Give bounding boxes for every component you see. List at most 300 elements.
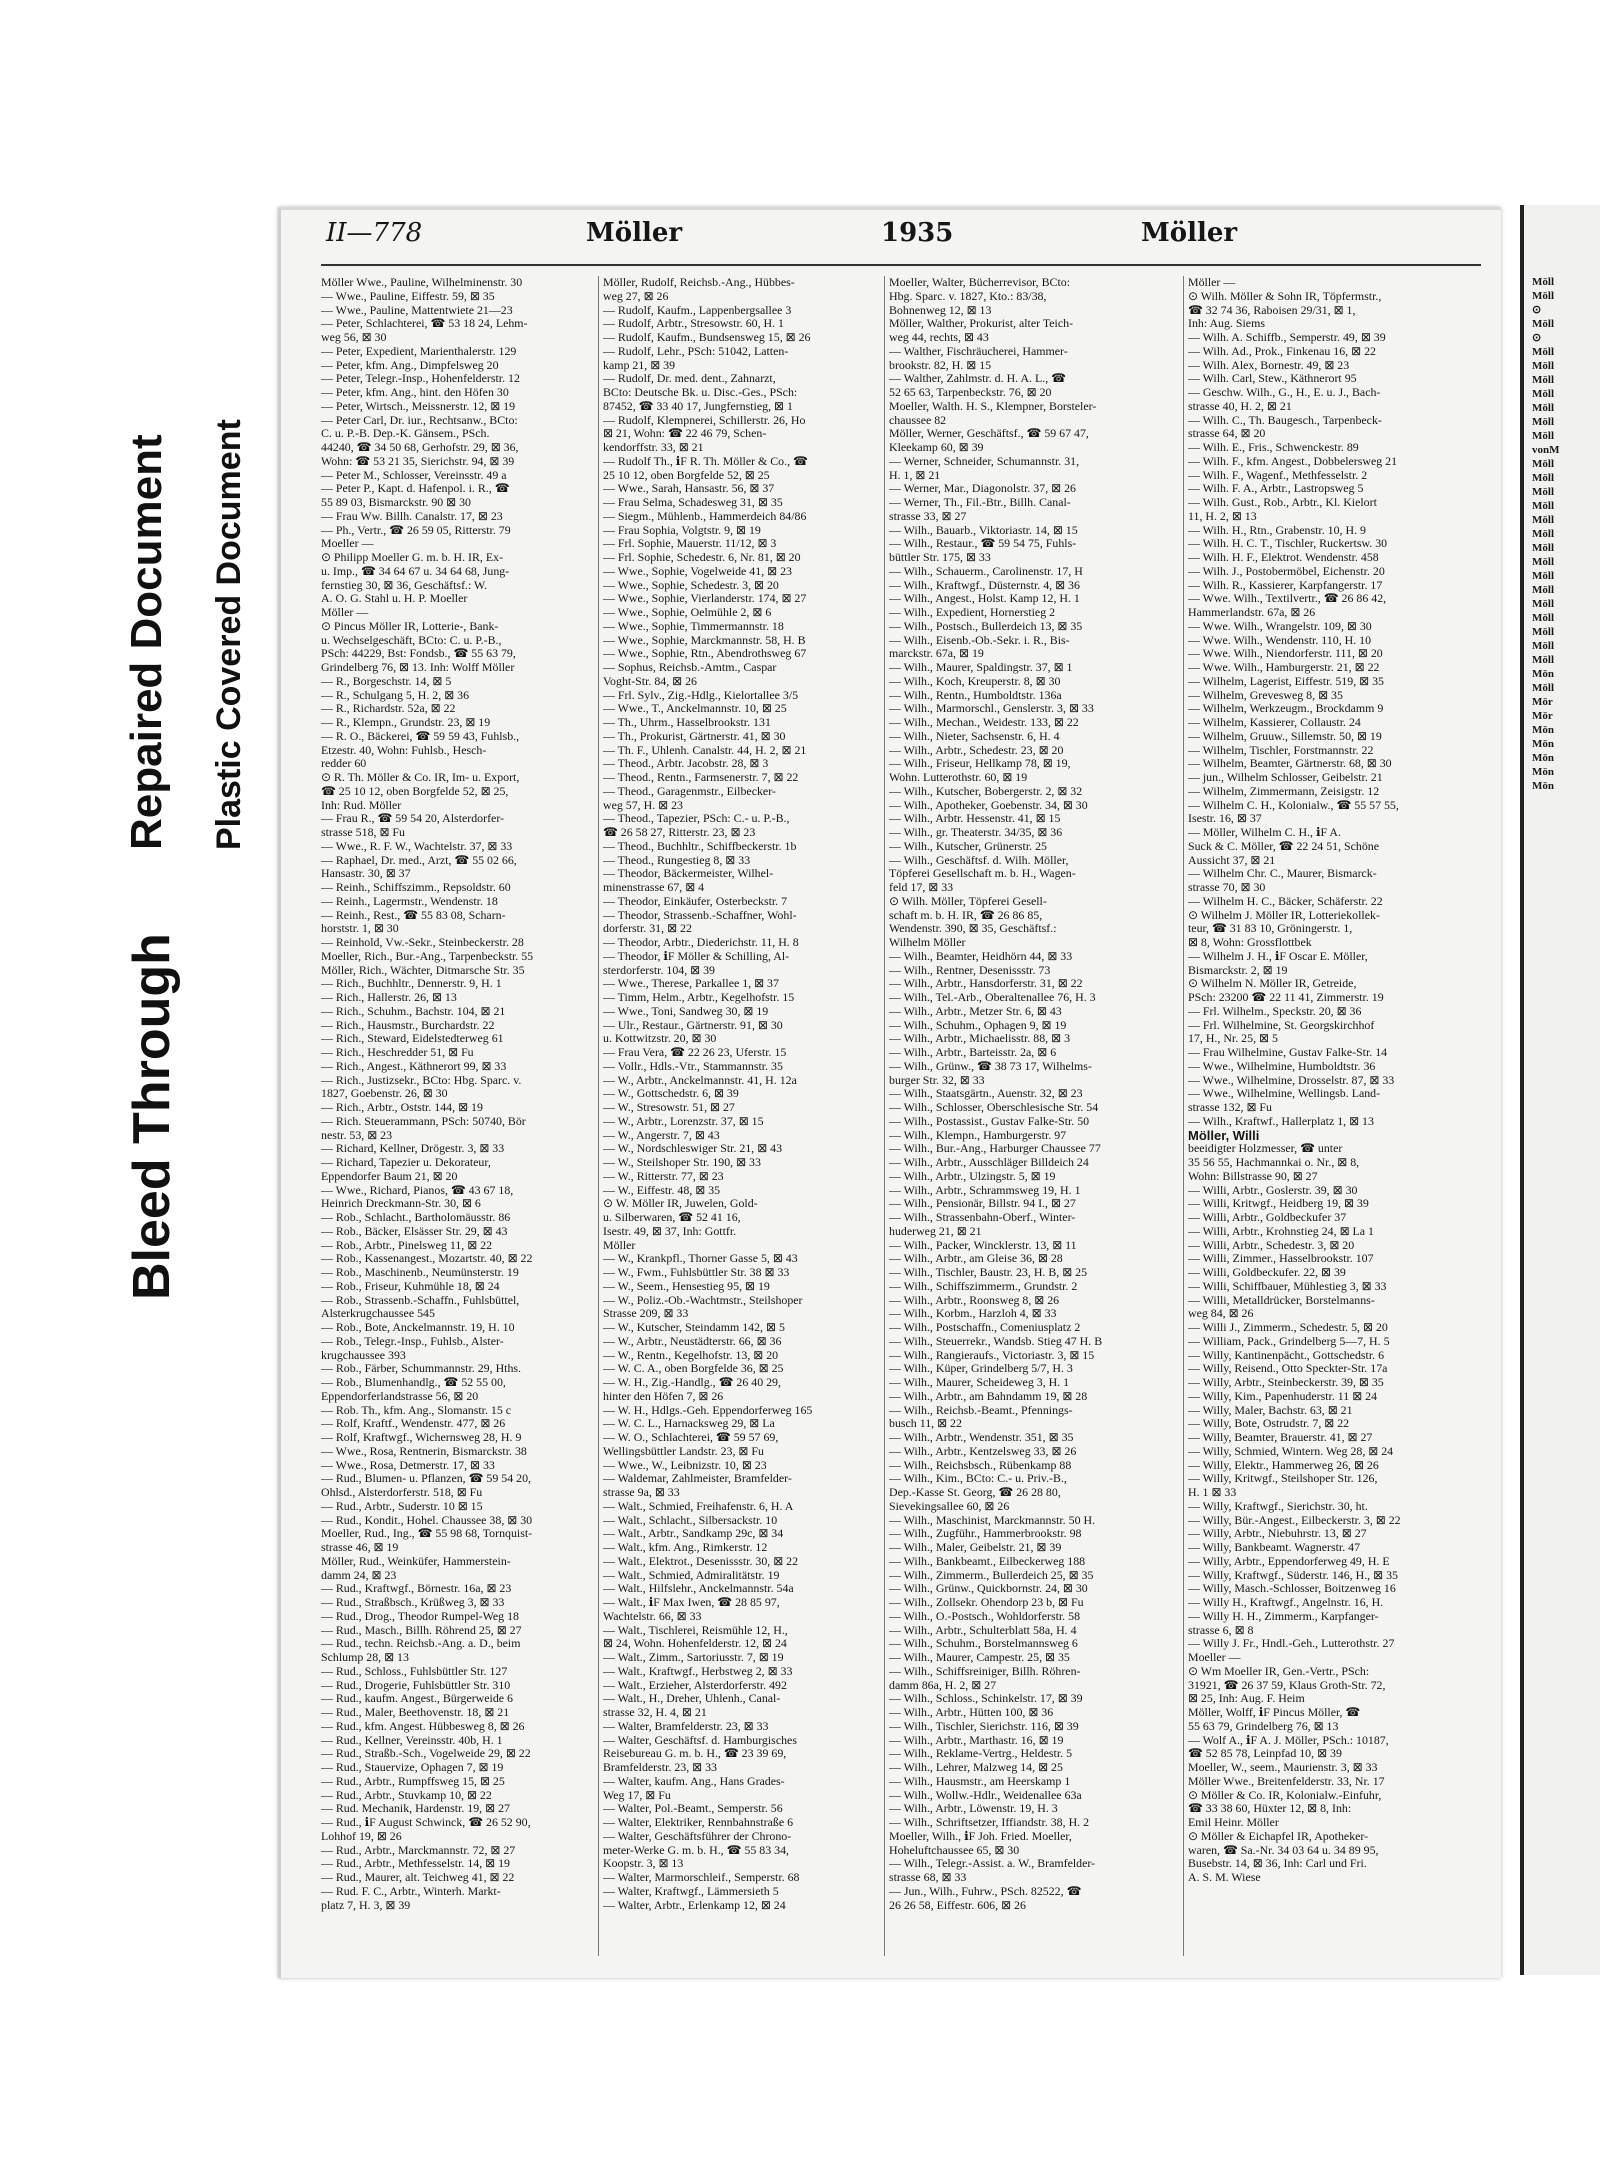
directory-entry: — Wilh., Nieter, Sachsenstr. 6, H. 4 bbox=[889, 729, 1060, 743]
directory-entry: — Willy, Masch.-Schlosser, Boitzenweg 16 bbox=[1188, 1582, 1396, 1596]
directory-entry: — Rudolf, Klempnerei, Schillerstr. 26, Ho bbox=[603, 413, 806, 427]
directory-entry: — Rud., Maurer, alt. Teichweg 41, ⊠ 22 bbox=[321, 1871, 515, 1884]
directory-entry: — Willy, Schmied, Wintern. Weg 28, ⊠ 24 bbox=[1188, 1444, 1394, 1458]
directory-entry: — Wilh., Lehrer, Malzweg 14, ⊠ 25 bbox=[889, 1761, 1063, 1774]
directory-entry: — Willy, Kraftwgf., Süderstr. 146, H., ⊠ 35 bbox=[1188, 1568, 1398, 1582]
directory-entry: — Wwe. Wilh., Textilvertr., ☎ 26 86 42, bbox=[1188, 592, 1387, 606]
directory-entry: — Rud. Mechanik, Hardenstr. 19, ⊠ 27 bbox=[321, 1802, 510, 1816]
directory-entry: Moeller, Walter, Bücherrevisor, BCto: bbox=[889, 276, 1070, 289]
next-page-column bbox=[1532, 275, 1600, 793]
next-page-fragment: Möll bbox=[1532, 486, 1554, 498]
directory-entry: — W., Fwm., Fuhlsbüttler Str. 38 ⊠ 33 bbox=[603, 1266, 790, 1279]
directory-entry: — Wilh., Maschinist, Marckmannstr. 50 H. bbox=[889, 1513, 1096, 1527]
directory-entry: — W. H., Hdlgs.-Geh. Eppendorferweg 165 bbox=[603, 1403, 813, 1417]
directory-entry: — W., Rentn., Kegelhofstr. 13, ⊠ 20 bbox=[603, 1348, 779, 1362]
next-page-fragment: Mön bbox=[1532, 668, 1554, 680]
directory-entry: — Frl. Sylv., Zig.-Hdlg., Kielortallee 3/5 bbox=[603, 688, 799, 702]
directory-entry: krugchaussee 393 bbox=[321, 1348, 406, 1362]
directory-entry: brookstr. 82, H. ⊠ 15 bbox=[889, 358, 992, 372]
directory-entry: Strasse 209, ⊠ 33 bbox=[603, 1307, 689, 1321]
directory-entry: — Willy, Beamter, Brauerstr. 41, ⊠ 27 bbox=[1188, 1431, 1373, 1444]
directory-entry: strasse 64, ⊠ 20 bbox=[1188, 427, 1266, 441]
next-page-fragment: Möll bbox=[1532, 318, 1554, 330]
directory-entry: — Walter, Kraftwgf., Lämmersieth 5 bbox=[603, 1884, 779, 1898]
directory-entry: — Willy, Kantinenpächt., Gottschedstr. 6 bbox=[1188, 1348, 1385, 1362]
directory-entry: — Wwe., Pauline, Eiffestr. 59, ⊠ 35 bbox=[321, 289, 495, 303]
directory-entry: — Rudolf, Dr. med. dent., Zahnarzt, bbox=[603, 372, 776, 386]
directory-entry: — Theodor, Arbtr., Diederichstr. 11, H. 8 bbox=[603, 936, 799, 949]
directory-entry: — Wilh., Eisenb.-Ob.-Sekr. i. R., Bis- bbox=[889, 633, 1070, 647]
directory-entry: — Wilh., Rangieraufs., Victoriastr. 3, ⊠ 15 bbox=[889, 1348, 1095, 1362]
directory-entry: — Wolf A., ℹF A. J. Möller, PSch.: 10187, bbox=[1188, 1733, 1389, 1747]
directory-entry: strasse 132, ⊠ Fu bbox=[1188, 1101, 1272, 1114]
directory-entry: — Frau Wilhelmine, Gustav Falke-Str. 14 bbox=[1188, 1046, 1388, 1059]
directory-entry: Bismarckstr. 2, ⊠ 19 bbox=[1188, 963, 1288, 977]
header-year: 1935 bbox=[881, 218, 954, 248]
directory-entry: — Rud. F. C., Arbtr., Winterh. Markt- bbox=[321, 1884, 501, 1898]
directory-entry: — Walter, Bramfelderstr. 23, ⊠ 33 bbox=[603, 1719, 769, 1733]
directory-entry: — Wilh., Kim., BCto: C.- u. Priv.-B., bbox=[889, 1472, 1067, 1486]
directory-entry: — Willy, Bote, Ostrudstr. 7, ⊠ 22 bbox=[1188, 1417, 1350, 1431]
directory-entry: — Rud., Blumen- u. Pflanzen, ☎ 59 54 20, bbox=[321, 1472, 531, 1486]
directory-entry: — Th. F., Uhlenh. Canalstr. 44, H. 2, ⊠ 21 bbox=[603, 743, 807, 757]
directory-entry: — Frau R., ☎ 59 54 20, Alsterdorfer- bbox=[321, 812, 504, 826]
directory-entry: — W., Arbtr., Anckelmannstr. 41, H. 12a bbox=[603, 1073, 797, 1087]
directory-entry: — Wilh., Schloss., Schinkelstr. 17, ⊠ 39 bbox=[889, 1692, 1083, 1706]
directory-entry: ⊙ Pincus Möller IR, Lotterie-, Bank- bbox=[321, 619, 499, 633]
directory-entry: — Rich., Arbtr., Oststr. 144, ⊠ 19 bbox=[321, 1101, 483, 1114]
directory-entry: — Wwe., Sophie, Oelmühle 2, ⊠ 6 bbox=[603, 606, 772, 619]
directory-entry: — Wilh., gr. Theaterstr. 34/35, ⊠ 36 bbox=[889, 826, 1063, 839]
directory-entry: — Wwe., Wilhelmine, Humboldtstr. 36 bbox=[1188, 1059, 1376, 1073]
directory-entry: — Wilh., Reklame-Vertrg., Heldestr. 5 bbox=[889, 1747, 1073, 1761]
directory-entry: nestr. 53, ⊠ 23 bbox=[321, 1128, 393, 1142]
directory-entry: — Werner, Schneider, Schumannstr. 31, bbox=[889, 454, 1080, 468]
directory-entry: — Peter, Expedient, Marienthalerstr. 129 bbox=[321, 344, 517, 358]
next-page-fragment: Mön bbox=[1532, 738, 1554, 750]
directory-entry: — Wilh., Arbtr., Metzer Str. 6, ⊠ 43 bbox=[889, 1004, 1062, 1018]
column-3 bbox=[889, 276, 1179, 1956]
directory-entry: — Willy, Elektr., Hammerweg 26, ⊠ 26 bbox=[1188, 1458, 1379, 1472]
directory-entry: Busebstr. 14, ⊠ 36, Inh: Carl und Fri. bbox=[1188, 1857, 1367, 1871]
directory-entry: — Willy, Bankbeamt. Wagnerstr. 47 bbox=[1188, 1541, 1361, 1554]
directory-entry: — Rich., Buchhltr., Dennerstr. 9, H. 1 bbox=[321, 977, 502, 991]
next-page-fragment: Möll bbox=[1532, 500, 1554, 512]
next-page-fragment: Möll bbox=[1532, 388, 1554, 400]
directory-entry: — Th., Prokurist, Gärtnerstr. 41, ⊠ 30 bbox=[603, 729, 786, 743]
directory-entry: Moeller, Walth. H. S., Klempner, Borsteler- bbox=[889, 399, 1097, 413]
directory-entry: — Wilh., Arbtr., Michaelisstr. 88, ⊠ 3 bbox=[889, 1032, 1071, 1046]
directory-entry: Moeller — bbox=[321, 537, 374, 551]
directory-entry: BCto: Deutsche Bk. u. Disc.-Ges., PSch: bbox=[603, 386, 798, 399]
directory-entry: — Wilh., Zugführ., Hammerbrookstr. 98 bbox=[889, 1527, 1082, 1541]
directory-entry: weg 56, ⊠ 30 bbox=[321, 331, 387, 344]
directory-entry: Kleekamp 60, ⊠ 39 bbox=[889, 441, 984, 454]
directory-entry: — Wilh., Tel.-Arb., Oberaltenallee 76, H. 3 bbox=[889, 991, 1096, 1004]
directory-entry: — Walt., Hilfslehr., Anckelmannstr. 54a bbox=[603, 1582, 794, 1596]
next-page-fragment: Möll bbox=[1532, 402, 1554, 414]
directory-entry: beeidigter Holzmesser, ☎ unter bbox=[1188, 1142, 1343, 1156]
directory-entry: — Walter, Geschäftsf. d. Hamburgisches bbox=[603, 1733, 797, 1747]
directory-entry: — Wwe., T., Anckelmannstr. 10, ⊠ 25 bbox=[603, 702, 787, 716]
next-page-fragment: Möll bbox=[1532, 290, 1554, 302]
directory-entry: — Wilh., Bankbeamt., Eilbeckerweg 188 bbox=[889, 1554, 1086, 1568]
directory-entry: — Wilh., Postassist., Gustav Falke-Str. 50 bbox=[889, 1114, 1090, 1128]
directory-entry: — W. C. L., Harnacksweg 29, ⊠ La bbox=[603, 1417, 775, 1431]
directory-entry: — Rich., Heschredder 51, ⊠ Fu bbox=[321, 1046, 474, 1059]
directory-entry: — W., Poliz.-Ob.-Wachtmstr., Steilshoper bbox=[603, 1293, 803, 1307]
directory-entry: 52 65 63, Tarpenbeckstr. 76, ⊠ 20 bbox=[889, 386, 1052, 399]
next-page-edge bbox=[1520, 205, 1600, 1975]
directory-entry: burger Str. 32, ⊠ 33 bbox=[889, 1073, 985, 1087]
directory-entry: — Wilhelm, Zimmermann, Zeisigstr. 12 bbox=[1188, 784, 1380, 798]
directory-entry: — Rudolf, Kaufm., Lappenbergsallee 3 bbox=[603, 303, 792, 317]
directory-entry: — Wwe., Sophie, Timmermannstr. 18 bbox=[603, 619, 784, 633]
directory-entry: — Rob., Arbtr., Pinelsweg 11, ⊠ 22 bbox=[321, 1238, 493, 1252]
directory-entry: — Frau Vera, ☎ 22 26 23, Uferstr. 15 bbox=[603, 1046, 787, 1059]
directory-entry: — Wilh., Bauarb., Viktoriastr. 14, ⊠ 15 bbox=[889, 523, 1078, 537]
next-page-fragment: Möll bbox=[1532, 626, 1554, 638]
directory-entry: — Sophus, Reichsb.-Amtm., Caspar bbox=[603, 661, 777, 674]
directory-entry: — Wwe., Sophie, Schedestr. 3, ⊠ 20 bbox=[603, 578, 779, 592]
directory-entry: busch 11, ⊠ 22 bbox=[889, 1417, 962, 1431]
directory-entry: — Reinh., Schiffszimm., Repsoldstr. 60 bbox=[321, 881, 511, 894]
directory-entry: — Wilh., Pensionär, Billstr. 94 I., ⊠ 27 bbox=[889, 1197, 1076, 1211]
directory-entry: — Walt., Erzieher, Alsterdorferstr. 492 bbox=[603, 1678, 787, 1692]
directory-entry: weg 27, ⊠ 26 bbox=[603, 289, 669, 303]
directory-entry: — W., Eiffestr. 48, ⊠ 35 bbox=[603, 1183, 721, 1197]
directory-entry: — W., Nordschleswiger Str. 21, ⊠ 43 bbox=[603, 1142, 783, 1156]
directory-entry: Moeller, Rud., Ing., ☎ 55 98 68, Tornquist- bbox=[321, 1527, 533, 1541]
directory-entry: — W. H., Zig.-Handlg., ☎ 26 40 29, bbox=[603, 1376, 781, 1389]
directory-entry: — Wilh., Arbtr., Löwenstr. 19, H. 3 bbox=[889, 1802, 1058, 1816]
directory-entry: — Wilh. H., Rtn., Grabenstr. 10, H. 9 bbox=[1188, 523, 1366, 537]
bleed-through-label: Bleed Through bbox=[123, 933, 181, 1300]
directory-entry: 31921, ☎ 26 37 59, Klaus Groth-Str. 72, bbox=[1188, 1678, 1386, 1692]
directory-entry: — Th., Uhrm., Hasselbrookstr. 131 bbox=[603, 716, 771, 729]
directory-entry: — Wilh., Arbtr., am Bahndamm 19, ⊠ 28 bbox=[889, 1389, 1088, 1403]
directory-entry: — Rud., Schloss., Fuhlsbüttler Str. 127 bbox=[321, 1664, 508, 1678]
directory-entry: ☎ 32 74 36, Raboisen 29/31, ⊠ 1, bbox=[1188, 303, 1356, 317]
scan-side-labels bbox=[110, 250, 270, 1350]
directory-entry: — W., Seem., Hensestieg 95, ⊠ 19 bbox=[603, 1279, 770, 1293]
directory-entry: redder 60 bbox=[321, 757, 367, 771]
directory-entry: — Wilh., Schiffszimmerm., Grundstr. 2 bbox=[889, 1279, 1078, 1293]
directory-entry: — Wilh., Koch, Kreuperstr. 8, ⊠ 30 bbox=[889, 674, 1061, 688]
directory-entry: Isestr. 49, ⊠ 37, Inh: Gottfr. bbox=[603, 1224, 737, 1238]
directory-entry: — Walt., H., Dreher, Uhlenh., Canal- bbox=[603, 1692, 781, 1706]
directory-entry: Möller, Rich., Wächter, Ditmarsche Str. 35 bbox=[321, 963, 525, 977]
directory-entry: Lohhof 19, ⊠ 26 bbox=[321, 1829, 402, 1843]
directory-entry: — Wilh., Zollsekr. Ohendorp 23 b, ⊠ Fu bbox=[889, 1596, 1084, 1609]
directory-entry: Grindelberg 76, ⊠ 13. Inh: Wolff Möller bbox=[321, 661, 515, 674]
directory-entry: — Theodor, Einkäufer, Osterbeckstr. 7 bbox=[603, 894, 788, 908]
directory-entry: — Wilh., Packer, Wincklerstr. 13, ⊠ 11 bbox=[889, 1238, 1077, 1252]
directory-entry: — Walt., ℹF Max Iwen, ☎ 28 85 97, bbox=[603, 1596, 780, 1609]
directory-entry: — Geschw. Wilh., G., H., E. u. J., Bach- bbox=[1188, 386, 1381, 399]
directory-entry: — Willi, Goldbeckufer. 22, ⊠ 39 bbox=[1188, 1266, 1346, 1279]
next-page-fragment: Möll bbox=[1532, 570, 1554, 582]
column-4 bbox=[1188, 276, 1481, 1956]
directory-entry: — Wwe., Toni, Sandweg 30, ⊠ 19 bbox=[603, 1004, 769, 1018]
directory-entry: Bramfelderstr. 23, ⊠ 33 bbox=[603, 1761, 717, 1774]
directory-entry: — Wilh., Schauerm., Carolinenstr. 17, H bbox=[889, 564, 1083, 578]
next-page-fragment: Möll bbox=[1532, 514, 1554, 526]
next-page-fragment: Möll bbox=[1532, 416, 1554, 428]
directory-entry: — Theod., Rungestieg 8, ⊠ 33 bbox=[603, 853, 751, 867]
directory-entry: — Wilh., O.-Postsch., Wohldorferstr. 58 bbox=[889, 1609, 1081, 1623]
directory-entry: Wohn: ☎ 53 21 35, Sierichstr. 94, ⊠ 39 bbox=[321, 454, 515, 468]
directory-entry: Moeller — bbox=[1188, 1651, 1241, 1664]
directory-entry: — Willy H. H., Zimmerm., Karpfanger- bbox=[1188, 1609, 1379, 1623]
directory-entry: C. u. P.-B. Dep.-K. Gänsem., PSch. bbox=[321, 427, 490, 441]
directory-entry: — Wilh., Kraftwf., Hallerplatz 1, ⊠ 13 bbox=[1188, 1114, 1374, 1128]
directory-entry: Etzestr. 40, Wohn: Fuhlsb., Hesch- bbox=[321, 743, 487, 757]
next-page-fragment: Möll bbox=[1532, 374, 1554, 386]
directory-entry: Möller — bbox=[1188, 276, 1236, 289]
directory-entry: 35 56 55, Hachmannkai o. Nr., ⊠ 8, bbox=[1188, 1156, 1360, 1169]
directory-entry: — Rud., ℹF August Schwinck, ☎ 26 52 90, bbox=[321, 1816, 531, 1829]
directory-entry: ⊠ 25, Inh: Aug. F. Heim bbox=[1188, 1692, 1305, 1706]
directory-entry: — W., Krankpfl., Thorner Gasse 5, ⊠ 43 bbox=[603, 1252, 798, 1266]
next-page-fragment: Mön bbox=[1532, 766, 1554, 778]
directory-entry: A. S. M. Wiese bbox=[1188, 1871, 1261, 1884]
directory-entry: — Reinhold, Vw.-Sekr., Steinbeckerstr. 28 bbox=[321, 936, 524, 949]
directory-entry: — W., Kutscher, Steindamm 142, ⊠ 5 bbox=[603, 1321, 785, 1334]
column-divider bbox=[884, 276, 885, 1956]
directory-entry: — Wilh., Rentner, Desenissstr. 73 bbox=[889, 963, 1051, 977]
directory-entry: Töpferei Gesellschaft m. b. H., Wagen- bbox=[889, 867, 1076, 881]
directory-entry: — Wilh., Maurer, Campestr. 25, ⊠ 35 bbox=[889, 1651, 1070, 1664]
directory-entry: — W., Ritterstr. 77, ⊠ 23 bbox=[603, 1169, 724, 1183]
next-page-fragment: Mör bbox=[1532, 710, 1553, 722]
directory-entry: Heinrich Dreckmann-Str. 30, ⊠ 6 bbox=[321, 1197, 481, 1211]
directory-entry: — Theod., Tapezier, PSch: C.- u. P.-B., bbox=[603, 812, 790, 826]
directory-entry: — Rudolf Th., ℹF R. Th. Möller & Co., ☎ bbox=[603, 454, 808, 468]
directory-entry: — Wilh., Bur.-Ang., Harburger Chaussee 77 bbox=[889, 1142, 1101, 1156]
directory-entry: — R., Schulgang 5, H. 2, ⊠ 36 bbox=[321, 688, 470, 702]
directory-entry: — Frl. Wilhelmine, St. Georgskirchhof bbox=[1188, 1018, 1375, 1032]
directory-entry: — Wilh., Kraftwgf., Düsternstr. 4, ⊠ 36 bbox=[889, 578, 1080, 592]
directory-entry: — Willy, Arbtr., Eppendorferweg 49, H. E bbox=[1188, 1554, 1390, 1568]
directory-entry: Moeller, Wilh., ℹF Joh. Fried. Moeller, bbox=[889, 1829, 1072, 1843]
directory-entry: — Walter, Elektriker, Rennbahnstraße 6 bbox=[603, 1816, 794, 1829]
directory-entry: — Wilh., Apotheker, Goebenstr. 34, ⊠ 30 bbox=[889, 798, 1088, 812]
directory-entry: — Rud., Kraftwgf., Börnestr. 16a, ⊠ 23 bbox=[321, 1582, 512, 1596]
directory-entry: — Wwe., Sarah, Hansastr. 56, ⊠ 37 bbox=[603, 482, 775, 496]
directory-entry: — Wilh. F. A., Arbtr., Lastropsweg 5 bbox=[1188, 482, 1364, 496]
directory-entry: — Theodor, Bäckermeister, Wilhel- bbox=[603, 867, 774, 881]
directory-entry: — Willi, Zimmer., Hasselbrookstr. 107 bbox=[1188, 1252, 1374, 1266]
directory-entry: — Wilh., Arbtr., Wendenstr. 351, ⊠ 35 bbox=[889, 1431, 1074, 1444]
directory-entry: ⊠ 8, Wohn: Grossflottbek bbox=[1188, 936, 1312, 949]
directory-entry: — Rolf, Kraftwgf., Wichernsweg 28, H. 9 bbox=[321, 1431, 522, 1444]
directory-entry: Ohlsd., Alsterdorferstr. 518, ⊠ Fu bbox=[321, 1486, 483, 1499]
directory-entry: Eppendorferlandstrasse 56, ⊠ 20 bbox=[321, 1389, 479, 1403]
repaired-document-label: Repaired Document bbox=[122, 434, 171, 850]
directory-entry: — Willy, Arbtr., Steinbeckerstr. 39, ⊠ 35 bbox=[1188, 1376, 1384, 1389]
directory-entry: — Richard, Kellner, Drögestr. 3, ⊠ 33 bbox=[321, 1142, 505, 1156]
directory-entry: Möller bbox=[603, 1238, 636, 1252]
next-page-fragment: Möll bbox=[1532, 542, 1554, 554]
directory-entry: — Wilh., Mechan., Weidestr. 133, ⊠ 22 bbox=[889, 716, 1079, 729]
directory-entry: Bohnenweg 12, ⊠ 13 bbox=[889, 303, 992, 317]
directory-entry: 55 89 03, Bismarckstr. 90 ⊠ 30 bbox=[321, 496, 472, 509]
next-page-fragment: Möll bbox=[1532, 598, 1554, 610]
directory-entry: — Wilh., Wollw.-Hdlr., Weidenallee 63a bbox=[889, 1788, 1082, 1802]
directory-entry: Möller, Rud., Weinküfer, Hammerstein- bbox=[321, 1554, 511, 1568]
directory-entry: strasse 40, H. 2, ⊠ 21 bbox=[1188, 399, 1292, 413]
directory-entry: ⊠ 21, Wohn: ☎ 22 46 79, Schen- bbox=[603, 427, 767, 441]
directory-entry: horststr. 1, ⊠ 30 bbox=[321, 922, 399, 936]
directory-entry: — R., Borgeschstr. 14, ⊠ 5 bbox=[321, 674, 452, 688]
directory-entry: minenstrasse 67, ⊠ 4 bbox=[603, 881, 705, 894]
column-1 bbox=[321, 276, 596, 1956]
directory-entry: — Wilh., Arbtr., Ulzingstr. 5, ⊠ 19 bbox=[889, 1169, 1056, 1183]
directory-entry: — Rud., Arbtr., Methfesselstr. 14, ⊠ 19 bbox=[321, 1857, 510, 1871]
directory-entry: — Werner, Mar., Diagonolstr. 37, ⊠ 26 bbox=[889, 482, 1076, 496]
directory-entry: — Rud., Maler, Beethovenstr. 18, ⊠ 21 bbox=[321, 1706, 510, 1719]
directory-entry: strasse 518, ⊠ Fu bbox=[321, 826, 405, 839]
directory-entry: — W., Arbtr., Neustädterstr. 66, ⊠ 36 bbox=[603, 1334, 782, 1348]
directory-entry: — Willi, Kritwgf., Heidberg 19, ⊠ 39 bbox=[1188, 1197, 1369, 1211]
directory-entry: Möller — bbox=[321, 606, 369, 619]
directory-entry: — Rud., Straßbsch., Krüßweg 3, ⊠ 33 bbox=[321, 1596, 505, 1609]
directory-entry: — Frau Sophia, Volgtstr. 9, ⊠ 19 bbox=[603, 523, 761, 537]
directory-entry: — R., Klempn., Grundstr. 23, ⊠ 19 bbox=[321, 716, 491, 729]
directory-entry: Hoheluftchaussee 65, ⊠ 30 bbox=[889, 1843, 1020, 1857]
directory-entry: — Wilhelm Chr. C., Maurer, Bismarck- bbox=[1188, 867, 1377, 881]
directory-entry: meter-Werke G. m. b. H., ☎ 55 83 34, bbox=[603, 1843, 789, 1857]
directory-entry: waren, ☎ Sa.-Nr. 34 03 64 u. 34 89 95, bbox=[1188, 1843, 1379, 1857]
directory-entry: — Wwe., W., Leibnizstr. 10, ⊠ 23 bbox=[603, 1458, 767, 1472]
next-page-fragment: Möll bbox=[1532, 346, 1554, 358]
directory-entry: — Rud., Kondit., Hohel. Chaussee 38, ⊠ 30 bbox=[321, 1513, 533, 1527]
directory-entry: — Frl. Sophie, Mauerstr. 11/12, ⊠ 3 bbox=[603, 537, 777, 551]
directory-entry: u. Imp., ☎ 34 64 67 u. 34 64 68, Jung- bbox=[321, 564, 510, 578]
directory-entry: — Peter, Schlachterei, ☎ 53 18 24, Lehm- bbox=[321, 317, 528, 331]
directory-entry: — Ph., Vertr., ☎ 26 59 05, Ritterstr. 79 bbox=[321, 523, 511, 537]
directory-entry: — Wilh., Arbtr., Roonsweg 8, ⊠ 26 bbox=[889, 1293, 1060, 1307]
directory-entry: — Wilh., Kutscher, Bobergerstr. 2, ⊠ 32 bbox=[889, 784, 1083, 798]
directory-entry: strasse 6, ⊠ 8 bbox=[1188, 1623, 1254, 1637]
directory-entry: ☎ 33 38 60, Hüxter 12, ⊠ 8, Inh: bbox=[1188, 1802, 1352, 1816]
directory-entry: — Willy, Bür.-Angest., Eilbeckerstr. 3, ⊠ 22 bbox=[1188, 1513, 1401, 1527]
directory-entry: fernstieg 30, ⊠ 36, Geschäftsf.: W. bbox=[321, 578, 488, 592]
directory-entry: — jun., Wilhelm Schlosser, Geibelstr. 21 bbox=[1188, 771, 1383, 784]
directory-entry: — Wilh., Steuerrekr., Wandsb. Stieg 47 H. B bbox=[889, 1334, 1103, 1348]
directory-entry: — Wilh., Reichsbsch., Rübenkamp 88 bbox=[889, 1458, 1072, 1472]
directory-entry: — Rob. Th., kfm. Ang., Slomanstr. 15 c bbox=[321, 1403, 512, 1417]
directory-entry: — Wilhelm, Beamter, Gärtnerstr. 68, ⊠ 30 bbox=[1188, 757, 1392, 771]
directory-entry: Weg 17, ⊠ Fu bbox=[603, 1788, 671, 1802]
directory-entry: — Rudolf, Kaufm., Bundsensweg 15, ⊠ 26 bbox=[603, 331, 811, 344]
directory-entry: Inh: Aug. Siems bbox=[1188, 317, 1265, 331]
directory-entry: — Rob., Strassenb.-Schaffn., Fuhlsbüttel, bbox=[321, 1293, 520, 1307]
header-left-title: Möller bbox=[586, 218, 683, 248]
directory-entry: kamp 21, ⊠ 39 bbox=[603, 358, 676, 372]
directory-entry: — Wilh., Arbtr., Ausschläger Billdeich 24 bbox=[889, 1156, 1089, 1169]
next-page-fragment: Möll bbox=[1532, 584, 1554, 596]
directory-entry: — Werner, Th., Fil.-Btr., Billh. Canal- bbox=[889, 496, 1071, 509]
directory-entry: — Walter, Geschäftsführer der Chrono- bbox=[603, 1829, 792, 1843]
directory-entry: — R. O., Bäckerei, ☎ 59 59 43, Fuhlsb., bbox=[321, 729, 520, 743]
directory-entry: — Wwe., Sophie, Vogelweide 41, ⊠ 23 bbox=[603, 564, 792, 578]
directory-entry: — Wilh., Arbtr., Hütten 100, ⊠ 36 bbox=[889, 1706, 1054, 1719]
directory-entry: strasse 32, H. 4, ⊠ 21 bbox=[603, 1706, 707, 1719]
directory-entry: — Willy, Maler, Bachstr. 63, ⊠ 21 bbox=[1188, 1403, 1353, 1417]
directory-entry: — Wilh., Arbtr., Schrammsweg 19, H. 1 bbox=[889, 1183, 1081, 1197]
directory-entry: — Wilh. H. F., Elektrot. Wendenstr. 458 bbox=[1188, 551, 1379, 564]
next-page-fragment: Möll bbox=[1532, 360, 1554, 372]
directory-entry: — Willy J. Fr., Hndl.-Geh., Lutterothstr. 27 bbox=[1188, 1637, 1395, 1651]
directory-entry: Alsterkrugchaussee 545 bbox=[321, 1307, 435, 1321]
directory-entry: — Wilh., Strassenbahn-Oberf., Winter- bbox=[889, 1211, 1076, 1224]
directory-entry: — Wilh., Arbtr., am Gleise 36, ⊠ 28 bbox=[889, 1252, 1063, 1266]
directory-entry: — Wwe. Wilh., Niendorferstr. 111, ⊠ 20 bbox=[1188, 647, 1383, 661]
directory-entry: — Peter, kfm. Ang., Dimpfelsweg 20 bbox=[321, 358, 499, 372]
directory-entry: ⊙ Wilhelm N. Möller IR, Getreide, bbox=[1188, 977, 1357, 991]
directory-entry: — Wilh., Arbtr., Schedestr. 23, ⊠ 20 bbox=[889, 743, 1064, 757]
directory-entry: — Wwe., Sophie, Marckmannstr. 58, H. B bbox=[603, 633, 806, 647]
directory-entry: Möller, Willi bbox=[1188, 1128, 1260, 1143]
directory-entry: — Wilh. H. C. T., Tischler, Ruckertsw. 30 bbox=[1188, 537, 1388, 551]
directory-entry: — Walter, Pol.-Beamt., Semperstr. 56 bbox=[603, 1802, 783, 1816]
directory-entry: — Rud., techn. Reichsb.-Ang. a. D., beim bbox=[321, 1637, 521, 1651]
directory-entry: — Wilhelm, Grevesweg 8, ⊠ 35 bbox=[1188, 688, 1343, 702]
directory-entry: — Wilh., Schlosser, Oberschlesische Str. 54 bbox=[889, 1101, 1099, 1114]
directory-entry: — W. C. A., oben Borgfelde 36, ⊠ 25 bbox=[603, 1362, 784, 1376]
directory-entry: u. Silberwaren, ☎ 52 41 16, bbox=[603, 1211, 741, 1224]
directory-entry: — Rud., Stauervize, Ophagen 7, ⊠ 19 bbox=[321, 1761, 504, 1774]
directory-entry: — Reinh., Lagermstr., Wendenstr. 18 bbox=[321, 894, 498, 908]
directory-entry: ⊙ R. Th. Möller & Co. IR, Im- u. Export, bbox=[321, 771, 520, 784]
directory-entry: PSch: 44229, Bst: Fondsb., ☎ 55 63 79, bbox=[321, 647, 516, 661]
directory-entry: — Rob., Bäcker, Elsässer Str. 29, ⊠ 43 bbox=[321, 1224, 508, 1238]
directory-entry: — Wwe., Pauline, Mattentwiete 21—23 bbox=[321, 303, 513, 317]
directory-entry: 17, H., Nr. 25, ⊠ 5 bbox=[1188, 1032, 1278, 1046]
directory-entry: — Walt., Schmied, Freihafenstr. 6, H. A bbox=[603, 1499, 794, 1513]
directory-entry: — Walt., Schlacht., Silbersackstr. 10 bbox=[603, 1513, 778, 1527]
directory-entry: schaft m. b. H. IR, ☎ 26 86 85, bbox=[889, 908, 1043, 922]
directory-entry: ☎ 25 10 12, oben Borgfelde 52, ⊠ 25, bbox=[321, 784, 509, 798]
next-page-fragment: Möll bbox=[1532, 654, 1554, 666]
directory-entry: Sievekingsallee 60, ⊠ 26 bbox=[889, 1499, 1010, 1513]
directory-entry: — Wilh., Korbm., Harzloh 4, ⊠ 33 bbox=[889, 1307, 1057, 1321]
directory-entry: feld 17, ⊠ 33 bbox=[889, 881, 954, 894]
directory-entry: — Peter P., Kapt. d. Hafenpol. i. R., ☎ bbox=[321, 482, 510, 496]
directory-entry: — Wilh., Arbtr., Kentzelsweg 33, ⊠ 26 bbox=[889, 1444, 1077, 1458]
directory-entry: — Richard, Tapezier u. Dekorateur, bbox=[321, 1156, 491, 1169]
directory-entry: — Wwe., Sophie, Rtn., Abendrothsweg 67 bbox=[603, 647, 807, 661]
directory-entry: — Wilh., Maurer, Scheideweg 3, H. 1 bbox=[889, 1376, 1070, 1389]
directory-entry: — Willi, Arbtr., Goslerstr. 39, ⊠ 30 bbox=[1188, 1183, 1358, 1197]
directory-entry: — Theodor, Strassenb.-Schaffner, Wohl- bbox=[603, 908, 797, 922]
directory-entry: — Rich., Steward, Eidelstedterweg 61 bbox=[321, 1032, 504, 1046]
directory-entry: — Wilh., Kutscher, Grünerstr. 25 bbox=[889, 839, 1048, 853]
directory-entry: platz 7, H. 3, ⊠ 39 bbox=[321, 1898, 411, 1912]
directory-entry: Reisebureau G. m. b. H., ☎ 23 39 69, bbox=[603, 1747, 787, 1761]
directory-entry: — Wwe., Richard, Pianos, ☎ 43 67 18, bbox=[321, 1183, 514, 1197]
directory-entry: — Möller, Wilhelm C. H., ℹF A. bbox=[1188, 826, 1341, 839]
directory-entry: — W. O., Schlachterei, ☎ 59 57 69, bbox=[603, 1431, 779, 1444]
directory-entry: — William, Pack., Grindelberg 5—7, H. 5 bbox=[1188, 1334, 1390, 1348]
directory-entry: 87452, ☎ 33 40 17, Jungfernstieg, ⊠ 1 bbox=[603, 399, 793, 413]
directory-entry: — Rudolf, Lehr., PSch: 51042, Latten- bbox=[603, 344, 789, 358]
directory-entry: Wachtelstr. 66, ⊠ 33 bbox=[603, 1609, 702, 1623]
next-page-fragment: Möll bbox=[1532, 430, 1554, 442]
directory-entry: — Wilh., Reichsb.-Beamt., Pfennings- bbox=[889, 1403, 1073, 1417]
